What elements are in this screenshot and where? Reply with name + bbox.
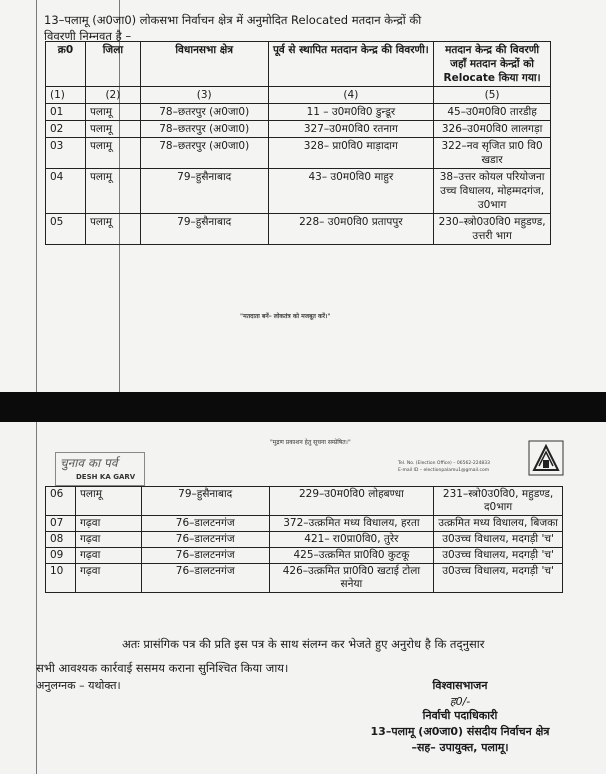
cell-district: पलामू — [75, 487, 141, 516]
cell-old-booth: 426–उत्क्रमित प्रा0वि0 खटाई टोला सनेया — [269, 564, 434, 593]
cell-serial: 03 — [46, 138, 86, 169]
header-old-booth: पूर्व से स्थापित मतदान केन्द्र की विवरणी। — [268, 42, 434, 87]
cell-assembly: 79–हुसैनाबाद — [141, 487, 269, 516]
cell-assembly: 76–डालटनगंज — [141, 548, 269, 564]
cell-new-booth: उ0उच्च विधालय, मदगड़ी 'च' — [434, 532, 563, 548]
cell-district: पलामू — [85, 121, 140, 138]
cell-old-booth: 425–उत्क्रमित प्रा0वि0 कुटकू — [269, 548, 434, 564]
column-number: (3) — [140, 87, 268, 104]
voter-slogan: "मतदाता बनें– लोकतंत्र को मजबूत करें।" — [240, 313, 331, 320]
print-notice: "मुद्रण प्रकाशन हेतु सूचना सम्प्रेषित।" — [270, 439, 351, 446]
cell-assembly: 76–डालटनगंज — [141, 532, 269, 548]
cell-district: गढ़वा — [75, 516, 141, 532]
cell-old-booth: 11 – उ0म0वि0 डुन्डूर — [268, 104, 434, 121]
cell-serial: 04 — [46, 169, 86, 214]
cell-assembly: 79–हुसैनाबाद — [140, 214, 268, 245]
column-number: (4) — [268, 87, 434, 104]
cell-old-booth: 327–उ0म0वि0 रतनाग — [268, 121, 434, 138]
cell-new-booth: 38–उत्तर कोयल परियोजना उच्च विधालय, मोहम्मदगंज, उ0भाग — [434, 169, 551, 214]
cell-assembly: 76–डालटनगंज — [141, 564, 269, 593]
table-row — [46, 214, 551, 245]
relocation-table-part-1 — [45, 41, 551, 245]
officer-title: निर्वाची पदाधिकारी — [422, 709, 498, 722]
cell-serial: 10 — [46, 564, 76, 593]
table-header-row — [46, 42, 551, 87]
request-paragraph — [36, 632, 576, 680]
cell-old-booth: 228– उ0म0वि0 प्रतापपुर — [268, 214, 434, 245]
enclosure-note: अनुलग्नक – यथोक्त। — [36, 679, 121, 692]
cell-old-booth: 43– उ0म0वि0 माहुर — [268, 169, 434, 214]
signature-mark: ह0/- — [449, 695, 471, 708]
header-assembly: विधानसभा क्षेत्र — [140, 42, 268, 87]
cell-serial: 02 — [46, 121, 86, 138]
cell-assembly: 78–छतरपुर (अ0जा0) — [140, 121, 268, 138]
cell-serial: 09 — [46, 548, 76, 564]
header-new-booth: मतदान केन्द्र की विवरणी जहाँ मतदान केन्द्रों को Relocate किया गया। — [434, 42, 551, 87]
ruled-margin-line — [36, 422, 37, 774]
cell-new-booth: 45–उ0म0वि0 तारडीह — [434, 104, 551, 121]
contact-phone: Tel. No. (Election Office) – 06562-224833 — [398, 461, 491, 466]
cell-district: पलामू — [85, 104, 140, 121]
cell-district: गढ़वा — [75, 548, 141, 564]
logo-text-english: DESH KA GARV — [76, 473, 136, 481]
cell-new-booth: उत्क्रमित मध्य विधालय, बिजका — [434, 516, 563, 532]
officer-designation: –सह– उपायुक्त, पलामू। — [411, 741, 509, 754]
table-row — [46, 516, 563, 532]
table-row — [46, 121, 551, 138]
office-contact — [398, 460, 490, 474]
column-number: (1) — [46, 87, 86, 104]
cell-assembly: 78–छतरपुर (अ0जा0) — [140, 104, 268, 121]
signature-block — [340, 678, 580, 756]
cell-old-booth: 421– रा0प्रा0वि0, तुरेर — [269, 532, 434, 548]
contact-email: E-mail ID – electionpalamu1@gmail.com — [398, 468, 490, 473]
logo-text-hindi: चुनाव का पर्व — [60, 456, 118, 470]
cell-old-booth: 328– प्रा0वि0 माड़ादाग — [268, 138, 434, 169]
cell-serial: 06 — [46, 487, 76, 516]
officer-constituency: 13–पलामू (अ0जा0) संसदीय निर्वाचन क्षेत्र — [370, 725, 550, 738]
cell-serial: 01 — [46, 104, 86, 121]
column-number: (2) — [85, 87, 140, 104]
cell-assembly: 78–छतरपुर (अ0जा0) — [140, 138, 268, 169]
cell-assembly: 79–हुसैनाबाद — [140, 169, 268, 214]
election-commission-emblem-icon — [528, 440, 564, 476]
column-number: (5) — [434, 87, 551, 104]
document-page-2 — [0, 422, 606, 774]
cell-serial: 08 — [46, 532, 76, 548]
header-serial: क्र0 — [46, 42, 86, 87]
cell-new-booth: 231–स्त्रो0उ0वि0, महुडण्ड, द0भाग — [434, 487, 563, 516]
table-row — [46, 564, 563, 593]
cell-district: गढ़वा — [75, 532, 141, 548]
table-row — [46, 104, 551, 121]
paragraph-line-1: अतः प्रासंगिक पत्र की प्रति इस पत्र के साथ संलग्न कर भेजते हुए अनुरोध है कि तद्नुसार — [122, 637, 485, 651]
intro-line-1: 13–पलामू (अ0जा0) लोकसभा निर्वाचन क्षेत्र में अनुमोदित Relocated मतदान केन्द्रों की — [44, 13, 422, 27]
cell-district: पलामू — [85, 169, 140, 214]
cell-new-booth: उ0उच्च विधालय, मदगड़ी 'च' — [434, 548, 563, 564]
cell-old-booth: 372–उत्क्रमित मध्य विधालय, हरता — [269, 516, 434, 532]
cell-old-booth: 229–उ0म0वि0 लोहबण्धा — [269, 487, 434, 516]
table-row — [46, 169, 551, 214]
table-row — [46, 138, 551, 169]
sign-heading: विश्वासभाजन — [432, 679, 488, 692]
header-district: जिला — [85, 42, 140, 87]
cell-district: पलामू — [85, 214, 140, 245]
cell-new-booth: 326–उ0म0वि0 लालगड़ा — [434, 121, 551, 138]
paragraph-line-2: सभी आवश्यक कार्रवाई ससमय कराना सुनिश्चित किया जाय। — [36, 661, 289, 675]
intro-paragraph — [44, 12, 584, 44]
cell-serial: 05 — [46, 214, 86, 245]
intro-line-2: विवरणी निम्नवत है – — [44, 29, 132, 43]
cell-district: गढ़वा — [75, 564, 141, 593]
election-festival-logo — [55, 452, 145, 486]
table-numbering-row — [46, 87, 551, 104]
cell-new-booth: 230–स्त्रो0उ0वि0 महुडण्ड, उत्तरी भाग — [434, 214, 551, 245]
cell-assembly: 76–डालटनगंज — [141, 516, 269, 532]
table-row — [46, 548, 563, 564]
cell-serial: 07 — [46, 516, 76, 532]
ruled-margin-line — [36, 0, 37, 392]
table-row — [46, 487, 563, 516]
relocation-table-part-2 — [45, 486, 563, 593]
table-row — [46, 532, 563, 548]
page-separator — [0, 392, 606, 422]
cell-new-booth: उ0उच्च विधालय, मदगड़ी 'च' — [434, 564, 563, 593]
cell-district: पलामू — [85, 138, 140, 169]
cell-new-booth: 322–नव सृजित प्रा0 वि0 खडार — [434, 138, 551, 169]
